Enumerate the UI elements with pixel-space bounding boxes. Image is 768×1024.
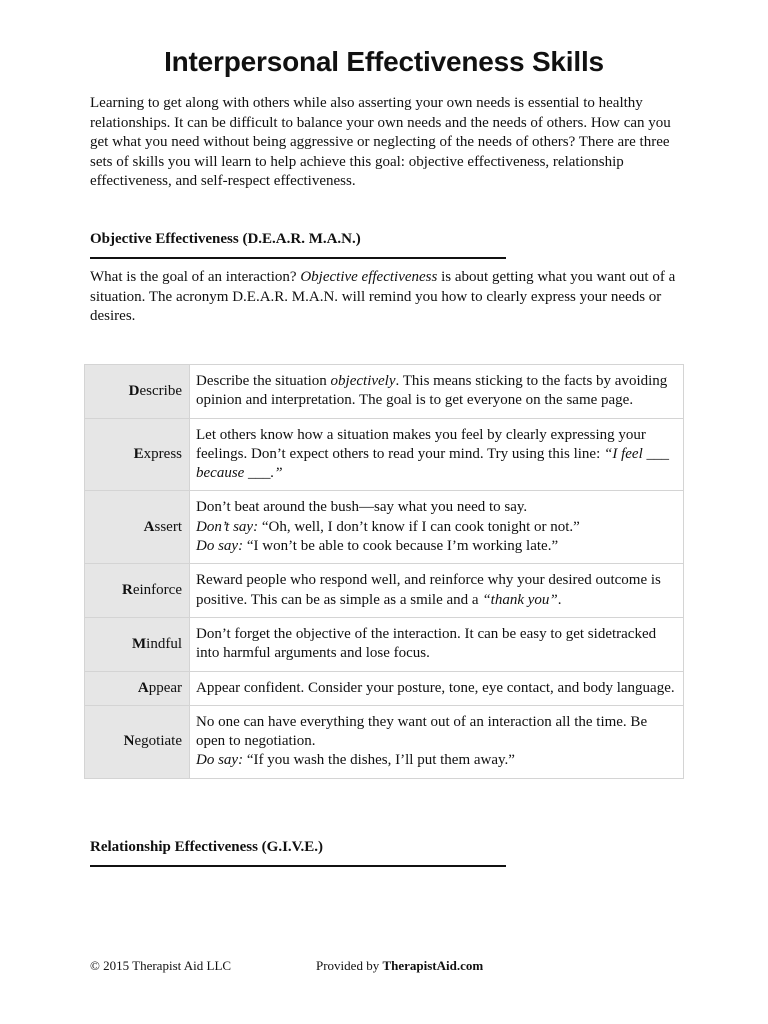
objective-effectiveness-heading: Objective Effectiveness (D.E.A.R. M.A.N.) (90, 231, 506, 259)
description-text: “I won’t be able to cook because I’m working late.” (243, 538, 559, 555)
dearman-term-letter: A (137, 679, 149, 696)
dearman-row (85, 617, 684, 671)
description-text: Let others know how a situation makes you feel by clearly expressing your feelings. Don’t expect others to read your mind. Try using this line: (196, 426, 646, 462)
dearman-term-rest: xpress (143, 445, 182, 462)
dearman-description (190, 564, 684, 618)
dearman-row (85, 491, 684, 564)
relationship-effectiveness-heading: Relationship Effectiveness (G.I.V.E.) (90, 839, 506, 867)
paragraph-emphasis: Objective effectiveness (300, 269, 438, 285)
description-text: Don’t forget the objective of the interaction. It can be easy to get sidetracked into harmful arguments and lose focus. (196, 625, 657, 662)
dearman-term-rest: egotiate (134, 733, 182, 750)
dearman-table (84, 364, 684, 779)
description-emphasis: Don’t say: (196, 518, 259, 535)
dearman-description (190, 418, 684, 491)
intro-paragraph: Learning to get along with others while also asserting your own needs is essential to healthy relationships. It can be difficult to balance your own needs and the needs of others. How can you get what you need without being aggressive or neglecting of the needs of others? There are three sets of skills you will learn to help achieve this goal: objective effectiveness, relationship effectiveness, and self-respect effectiveness. (90, 95, 671, 189)
dearman-row (85, 418, 684, 491)
description-emphasis: Do say: (196, 752, 244, 769)
dearman-term-rest: ssert (154, 518, 182, 535)
dearman-description (190, 705, 684, 778)
description-text: . (557, 591, 562, 608)
dearman-term-letter: M (131, 635, 147, 652)
description-text: Don’t beat around the bush—say what you need to say. (196, 499, 528, 516)
dearman-term (85, 418, 190, 491)
description-text: “If you wash the dishes, I’ll put them away.” (243, 752, 515, 769)
dearman-term-rest: indful (146, 635, 182, 652)
dearman-term (85, 705, 190, 778)
dearman-row (85, 705, 684, 778)
paragraph-text-start: What is the goal of an interaction? (90, 269, 301, 285)
description-emphasis: “thank you” (482, 591, 558, 608)
dearman-term-letter: N (123, 733, 135, 750)
description-text: Appear confident. Consider your posture, tone, eye contact, and body language. (196, 679, 675, 696)
objective-effectiveness-paragraph (90, 268, 680, 327)
description-text: . This means sticking to the facts by avoiding opinion and interpretation. The goal is to get everyone on the same page. (196, 373, 668, 409)
dearman-row (85, 564, 684, 618)
description-text: No one can have everything they want out of an interaction all the time. Be open to negotiation. (196, 713, 648, 750)
footer-brand: TherapistAid.com (382, 958, 484, 973)
paragraph-text-end: is about getting what you want out of a situation. The acronym D.E.A.R. M.A.N. will remind you how to clearly express your needs or desires. (90, 269, 676, 324)
description-text: Describe the situation (196, 373, 331, 389)
dearman-row (85, 671, 684, 705)
description-emphasis: objectively (330, 373, 396, 389)
dearman-term (85, 564, 190, 618)
dearman-term-letter: R (122, 582, 133, 599)
dearman-row (85, 365, 684, 419)
dearman-term-rest: ppear (148, 679, 182, 696)
footer-provided-prefix: Provided by (316, 958, 383, 973)
description-text: Reward people who respond well, and reinforce why your desired outcome is positive. This can be as simple as a smile and a (196, 572, 661, 608)
dearman-term-rest: escribe (139, 382, 182, 399)
dearman-term-letter: E (133, 445, 144, 462)
dearman-description (190, 491, 684, 564)
dearman-term (85, 491, 190, 564)
dearman-term-letter: A (143, 518, 155, 535)
dearman-description (190, 617, 684, 671)
description-emphasis: “I feel ___ because ___.” (196, 445, 670, 482)
footer-copyright: © 2015 Therapist Aid LLC (90, 958, 232, 973)
footer-provided-by (316, 958, 483, 974)
dearman-term-rest: einforce (132, 582, 182, 599)
page-title: Interpersonal Effectiveness Skills (164, 46, 604, 77)
dearman-table-body (85, 365, 684, 779)
dearman-term (85, 671, 190, 705)
dearman-term (85, 617, 190, 671)
dearman-description (190, 365, 684, 419)
dearman-term-letter: D (128, 382, 140, 399)
description-text: “Oh, well, I don’t know if I can cook tonight or not.” (258, 518, 580, 535)
dearman-term (85, 365, 190, 419)
description-emphasis: Do say: (196, 538, 244, 555)
dearman-description (190, 671, 684, 705)
